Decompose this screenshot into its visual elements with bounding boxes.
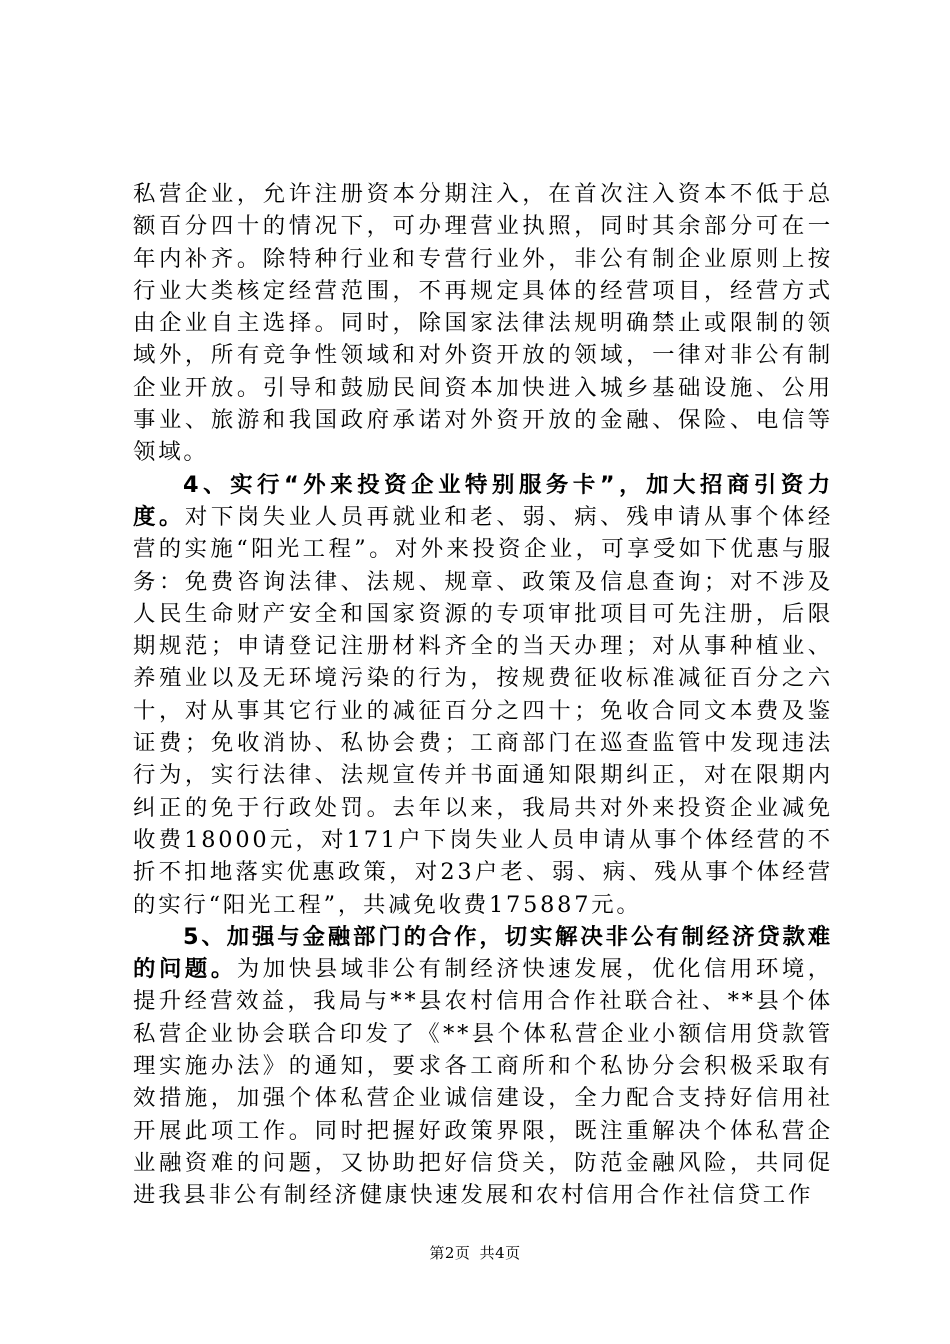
paragraph-text: 为加快县域非公有制经济快速发展，优化信用环境，提升经营效益，我局与**县农村信用合作社联合社、**县个体私营企业协会联合印发了《**县个体私营企业小额信用贷款管理实施办法》的通知，要求各工商所和个私协分会积极采取有效措施，加强个体私营企业诚信建设，全力配合支持好信用社开展此项工作。同时把握好政策界限，既注重解决个体私营企业融资难的问题，又协助把好信贷关，防范金融风险，共同促进我县非公有制经济健康快速发展和农村信用合作社信贷工作 <box>133 956 834 1209</box>
page-number: 第2页 <box>429 1244 471 1262</box>
paragraph-heading: 5、加强与金融部门的合作，切实解决非公有制经济贷款难的问题。 <box>133 923 833 983</box>
paragraph-text: 对下岗失业人员再就业和老、弱、病、残申请从事个体经营的实施“阳光工程”。对外来投资企业，可享受如下优惠与服务：免费咨询法律、法规、规章、政策及信息查询；对不涉及人民生命财产安全和国家资源的专项审批项目可先注册，后限期规范；申请登记注册材料齐全的当天办理；对从事种植业、养殖业以及无环境污染的行为，按规费征收标准减征百分之六十，对从事其它行业的减征百分之四十；免收合同文本费及鉴证费；免收消协、私协会费；工商部门在巡查监管中发现违法行为，实行法律、法规宣传并书面通知限期纠正，对在限期内纠正的免于行政处罚。去年以来，我局共对外来投资企业减免收费18000元，对171户下岗失业人员申请从事个体经营的不折不扣地落实优惠政策，对23户老、弱、病、残从事个体经营的实行“阳光工程”，共减免收费175887元。 <box>133 503 834 918</box>
paragraph-continuation <box>133 178 833 469</box>
document-body <box>133 178 833 1212</box>
paragraph-text: 私营企业，允许注册资本分期注入，在首次注入资本不低于总额百分四十的情况下，可办理营业执照，同时其余部分可在一年内补齐。除特种行业和专营行业外，非公有制企业原则上按行业大类核定经营范围，不再规定具体的经营项目，经营方式由企业自主选择。同时，除国家法律法规明确禁止或限制的领域外，所有竞争性领域和对外资开放的领域，一律对非公有制企业开放。引导和鼓励民间资本加快进入城乡基础设施、公用事业、旅游和我国政府承诺对外资开放的金融、保险、电信等领域。 <box>133 181 833 466</box>
page-footer <box>0 1243 950 1263</box>
page-total: 共4页 <box>479 1244 521 1262</box>
paragraph-item-5 <box>133 921 833 1212</box>
paragraph-item-4 <box>133 469 833 921</box>
paragraph-heading: 4、实行“外来投资企业特别服务卡”，加大招商引资力度。 <box>133 471 833 530</box>
